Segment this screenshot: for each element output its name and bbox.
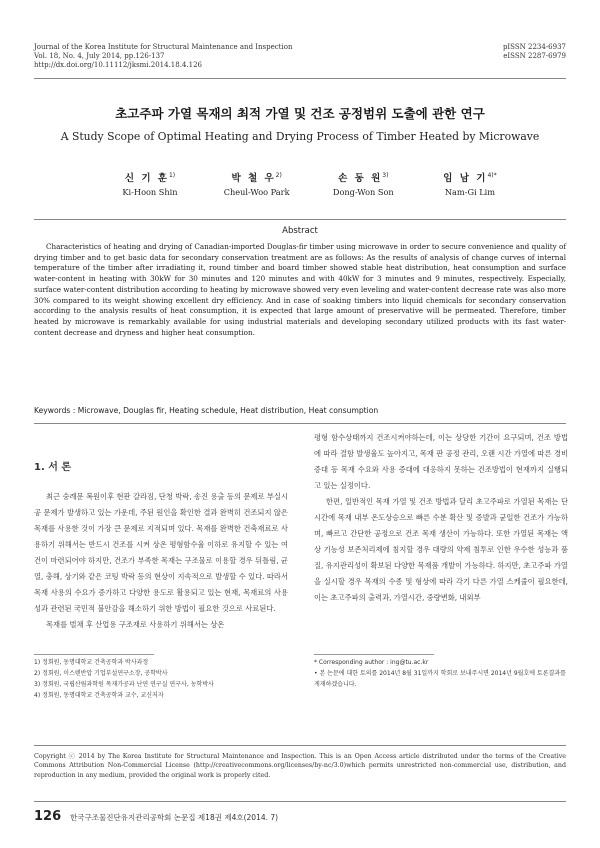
author-3	[313, 170, 413, 197]
header-divider	[34, 78, 566, 79]
journal-name: Journal of the Korea Institute for Structural Maintenance and Inspection	[34, 43, 293, 51]
author-affiliation-mark: 4)*	[487, 171, 497, 179]
journal-doi[interactable]: http://dx.doi.org/10.11112/jksmi.2014.18.4.126	[34, 61, 202, 69]
copyright-rule	[34, 745, 566, 746]
author-name-en: Ki-Hoon Shin	[122, 187, 178, 197]
body-column-right	[314, 430, 568, 606]
author-2	[207, 170, 307, 197]
abstract-bottom-rule	[34, 423, 566, 424]
author-name-ko: 손 동 원	[338, 173, 383, 184]
section-heading: 1. 서 론	[34, 462, 72, 473]
journal-header	[34, 43, 364, 70]
author-name-ko: 신 기 훈	[124, 173, 169, 184]
footnotes-left	[34, 657, 288, 701]
footnote: 2) 정회원, 이스텐반압 기업부설연구소장, 공학박사	[34, 670, 168, 677]
footnote-rule-right	[314, 654, 434, 655]
title-english: A Study Scope of Optimal Heating and Drying Process of Timber Heated by Microwave	[60, 130, 540, 143]
body-column-left	[34, 455, 288, 633]
paragraph: 최근 숭례문 복원이후 현판 갈라짐, 단청 박락, 송진 용출 등의 문제로 부실시공 문제가 발생하고 있는 가운데, 주된 원인을 확인한 결과 완벽히 건조되지 않은 목재를 사용한 것이 가장 큰 문제로 지적되며 있다. 목재를 완벽한 건축재료로 사용하기 위해서는 반드시 건조를 시켜 상온 평형함수율 이하로 유지할 수 있는 여건이 마련되어야 하지만, 건조가 부족한 목재는 구조물로 이용할 경우 뒤틀림, 균열, 충해, 상기와 같은 코팅 박락 등의 현상이 지속적으로 발생할 수 있다. 따라서 목재 사용의 수요가 증가하고 다양한 용도로 활용되고 있는 현재, 목재료의 사용성과 관련된 국민적 불안감을 해소하기 위한 방법이 필요한 것으로 사료된다.	[34, 492, 288, 613]
author-name-ko: 임 남 기	[443, 173, 488, 184]
keywords: Keywords : Microwave, Douglas fir, Heating schedule, Heat distribution, Heat consumption	[34, 406, 379, 415]
copyright-notice: Copyright ⓒ 2014 by The Korea Institute for Structural Maintenance and Inspection. This is an Open Access article distributed under the terms of the Creative Commons Attribution Non-Commercial License (http://creativecommons.org/licenses/by-nc/3.0)which permits unrestricted non-commercial use, distribution, and reproduction in any medium, provided the original work is properly cited.	[34, 753, 566, 779]
author-affiliation-mark: 2)	[275, 171, 282, 179]
author-1	[100, 170, 200, 197]
paragraph: 평형 함수상태까지 건조시켜야하는데, 이는 상당한 기간이 요구되며, 건조 방법에 따라 결함 발생율도 높아지고, 목재 판 공정 관리, 오랜 시간 가열에 따른 경비 증대 등 목재 수요와 사용 증대에 대응하지 못하는 건조방법이 현재까지 실행되고 있는 실정이다.	[314, 433, 568, 490]
abstract-top-rule	[34, 219, 566, 220]
footer-journal-title: 한국구조물진단유지관리공학회 논문집 제18권 제4호(2014. 7)	[70, 813, 279, 822]
eissn: eISSN 2287-6979	[503, 52, 566, 60]
author-name-en: Nam-Gi Lim	[444, 187, 496, 197]
paragraph: 목재를 벌채 후 산업용 구조재로 사용하기 위해서는 상온	[46, 620, 225, 629]
author-name-ko: 박 철 우	[231, 173, 276, 184]
author-affiliation-mark: 1)	[168, 171, 176, 179]
abstract-heading: Abstract	[282, 226, 318, 236]
author-list	[100, 170, 520, 197]
author-4	[420, 170, 520, 197]
title-korean: 초고주파 가열 목재의 최적 가열 및 건조 공정범위 도출에 관한 연구	[115, 106, 485, 121]
author-name-en: Dong-Won Son	[332, 187, 394, 197]
footnote: 3) 정회원, 국립산림과학원 목재가공과 난연 연구실 연구사, 농학박사	[34, 681, 214, 688]
footnote: 4) 정회원, 동명대학교 건축공학과 교수, 교신저자	[34, 692, 164, 699]
author-name-en: Cheul-Woo Park	[223, 187, 290, 197]
footer-rule	[34, 801, 566, 802]
paragraph: 한편, 일반적인 목재 가열 및 건조 방법과 달리 초고주파로 가열된 목재는 단시간에 목재 내부 온도상승으로 빠른 수분 확산 및 증발과 균일한 건조가 가능하며, 빠르고 간단한 공정으로 건조 목재 생산이 가능하다. 또한 가열된 목재는 액상 기능성 보존처리제에 침지할 경우 대량의 약제 침투로 인한 우수한 성능과 품질, 유지관리성이 확보된 다양한 목재품 개발이 가능하다. 하지만, 초고주파 가열을 실시할 경우 목재의 수종 및 형상에 따라 각기 다른 가열 스케줄이 필요한데, 이는 초고주파의 출력과, 가열시간, 중량변화, 내외부	[314, 497, 568, 602]
footnotes-right	[314, 657, 566, 690]
journal-volume: Vol. 18, No. 4, July 2014, pp.126-137	[34, 52, 165, 60]
footnote-rule-left	[34, 654, 154, 655]
corresponding-author: * Corresponding author : ing@tu.ac.kr	[314, 659, 429, 666]
page-number: 126	[34, 809, 62, 824]
issn-block	[426, 43, 566, 61]
footnote: 1) 정회원, 동명대학교 건축공학과 박사과정	[34, 659, 149, 666]
author-affiliation-mark: 3)	[382, 171, 389, 179]
pissn: pISSN 2234-6937	[502, 43, 566, 51]
abstract-body: Characteristics of heating and drying of Canadian-imported Douglas-fir timber using microwave in order to secure convenience and quality of drying timber and to get basic data for secondary conservation treatment are as follows: As the results of analysis of change curves of internal temperature of the timber after irradiating it, round timber and board timber showed stable heat distribution, heat consumption and surface water-content in heating with 30kW for 30 minutes and 120 minutes and with 40kW for 3 minutes and 9 minutes, respectively. Especially, surface water-content distribution according to heating by microwave showed very even leveling and water-content decrease rate was also more 30% compared to its weight showing excellent dry efficiency. And in case of soaking timbers into liquid chemicals for secondary conservation according to the analysis results of heat consumption, it is expected that large amount of preservative will be permeated. Therefore, timber heated by microwave is remarkably available for using industrial materials and developing secondary utilized products with its fast water-content decrease and dryness and higher heat consumption.	[34, 242, 566, 337]
discussion-note: • 본 논문에 대한 토의를 2014년 8월 31일까지 학회로 보내주시면 2014년 9월호에 토론결과를 게재하겠습니다.	[314, 670, 566, 688]
